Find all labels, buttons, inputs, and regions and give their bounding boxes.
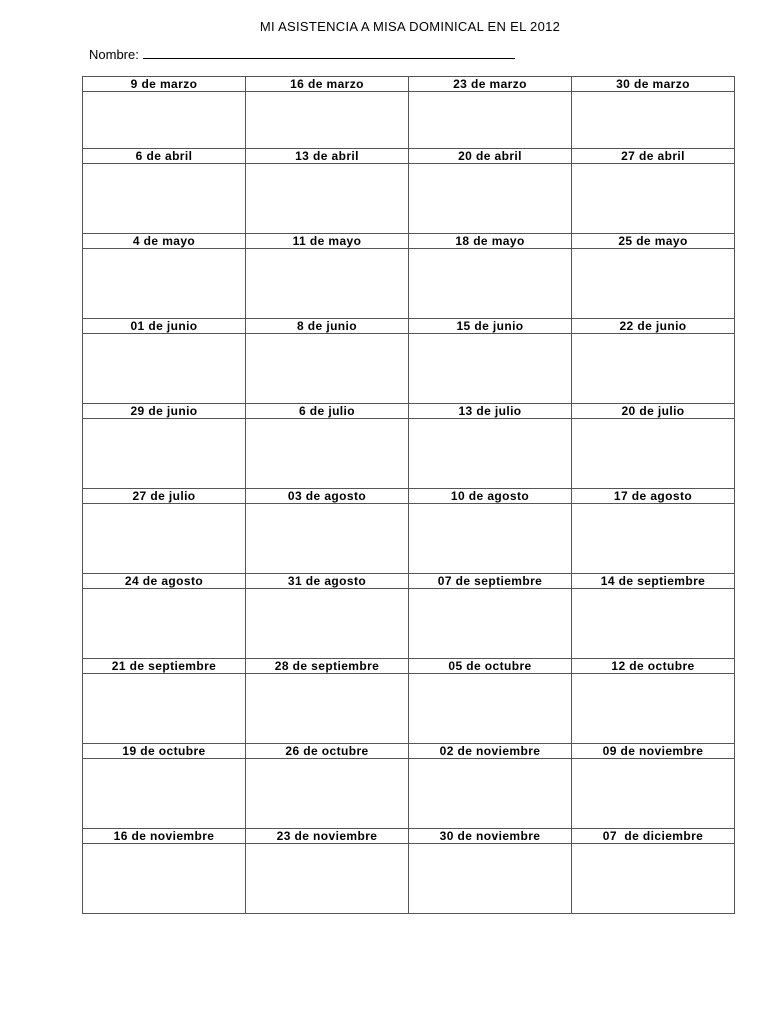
attendance-box[interactable] bbox=[83, 334, 246, 404]
name-blank-line[interactable] bbox=[143, 48, 515, 59]
date-header-row bbox=[83, 574, 735, 589]
attendance-box[interactable] bbox=[409, 92, 572, 149]
date-label: 28 de septiembre bbox=[246, 659, 409, 674]
date-label: 20 de julio bbox=[572, 404, 735, 419]
attendance-box-row bbox=[83, 674, 735, 744]
attendance-box[interactable] bbox=[83, 249, 246, 319]
attendance-box[interactable] bbox=[83, 759, 246, 829]
attendance-box[interactable] bbox=[246, 249, 409, 319]
date-label: 18 de mayo bbox=[409, 234, 572, 249]
date-label: 27 de julio bbox=[83, 489, 246, 504]
date-header-row bbox=[83, 234, 735, 249]
date-header-row bbox=[83, 744, 735, 759]
date-header-row bbox=[83, 404, 735, 419]
attendance-box[interactable] bbox=[246, 164, 409, 234]
date-header-row bbox=[83, 659, 735, 674]
attendance-box[interactable] bbox=[246, 674, 409, 744]
attendance-box[interactable] bbox=[572, 759, 735, 829]
date-header-row bbox=[83, 319, 735, 334]
attendance-box-row bbox=[83, 589, 735, 659]
attendance-box[interactable] bbox=[572, 334, 735, 404]
attendance-box[interactable] bbox=[572, 164, 735, 234]
date-label: 09 de noviembre bbox=[572, 744, 735, 759]
date-label: 30 de marzo bbox=[572, 77, 735, 92]
attendance-box[interactable] bbox=[409, 419, 572, 489]
attendance-box-row bbox=[83, 759, 735, 829]
date-label: 01 de junio bbox=[83, 319, 246, 334]
date-label: 03 de agosto bbox=[246, 489, 409, 504]
date-label: 20 de abril bbox=[409, 149, 572, 164]
date-label: 07 de diciembre bbox=[572, 829, 735, 844]
attendance-box[interactable] bbox=[572, 589, 735, 659]
date-header-row bbox=[83, 77, 735, 92]
date-label: 14 de septiembre bbox=[572, 574, 735, 589]
attendance-box[interactable] bbox=[246, 419, 409, 489]
attendance-box-row bbox=[83, 92, 735, 149]
attendance-box[interactable] bbox=[572, 92, 735, 149]
attendance-box[interactable] bbox=[246, 92, 409, 149]
date-label: 24 de agosto bbox=[83, 574, 246, 589]
attendance-box-row bbox=[83, 164, 735, 234]
attendance-box[interactable] bbox=[246, 759, 409, 829]
date-label: 13 de julio bbox=[409, 404, 572, 419]
attendance-box[interactable] bbox=[409, 334, 572, 404]
date-label: 29 de junio bbox=[83, 404, 246, 419]
date-label: 13 de abril bbox=[246, 149, 409, 164]
name-label: Nombre: bbox=[89, 47, 139, 62]
attendance-box[interactable] bbox=[246, 589, 409, 659]
attendance-box[interactable] bbox=[246, 504, 409, 574]
attendance-box[interactable] bbox=[409, 589, 572, 659]
attendance-box[interactable] bbox=[246, 844, 409, 914]
date-label: 15 de junio bbox=[409, 319, 572, 334]
attendance-box-row bbox=[83, 844, 735, 914]
date-label: 16 de noviembre bbox=[83, 829, 246, 844]
date-label: 4 de mayo bbox=[83, 234, 246, 249]
date-label: 26 de octubre bbox=[246, 744, 409, 759]
date-label: 25 de mayo bbox=[572, 234, 735, 249]
attendance-box[interactable] bbox=[572, 419, 735, 489]
date-label: 19 de octubre bbox=[83, 744, 246, 759]
date-label: 30 de noviembre bbox=[409, 829, 572, 844]
date-label: 8 de junio bbox=[246, 319, 409, 334]
date-label: 17 de agosto bbox=[572, 489, 735, 504]
date-label: 02 de noviembre bbox=[409, 744, 572, 759]
date-label: 6 de julio bbox=[246, 404, 409, 419]
date-label: 9 de marzo bbox=[83, 77, 246, 92]
attendance-box[interactable] bbox=[572, 504, 735, 574]
date-header-row bbox=[83, 829, 735, 844]
attendance-box[interactable] bbox=[83, 589, 246, 659]
date-label: 10 de agosto bbox=[409, 489, 572, 504]
attendance-box[interactable] bbox=[572, 844, 735, 914]
date-label: 23 de noviembre bbox=[246, 829, 409, 844]
date-label: 22 de junio bbox=[572, 319, 735, 334]
date-label: 23 de marzo bbox=[409, 77, 572, 92]
attendance-box[interactable] bbox=[83, 504, 246, 574]
attendance-box[interactable] bbox=[83, 674, 246, 744]
attendance-box[interactable] bbox=[409, 164, 572, 234]
attendance-box-row bbox=[83, 249, 735, 319]
date-label: 05 de octubre bbox=[409, 659, 572, 674]
name-field bbox=[89, 47, 515, 62]
date-label: 21 de septiembre bbox=[83, 659, 246, 674]
attendance-box[interactable] bbox=[83, 92, 246, 149]
attendance-calendar bbox=[82, 76, 735, 914]
attendance-box[interactable] bbox=[409, 844, 572, 914]
date-label: 07 de septiembre bbox=[409, 574, 572, 589]
attendance-box-row bbox=[83, 334, 735, 404]
attendance-box[interactable] bbox=[572, 674, 735, 744]
date-label: 16 de marzo bbox=[246, 77, 409, 92]
date-header-row bbox=[83, 149, 735, 164]
date-label: 31 de agosto bbox=[246, 574, 409, 589]
date-label: 27 de abril bbox=[572, 149, 735, 164]
attendance-box[interactable] bbox=[83, 844, 246, 914]
attendance-box[interactable] bbox=[409, 674, 572, 744]
attendance-box[interactable] bbox=[409, 504, 572, 574]
attendance-box[interactable] bbox=[246, 334, 409, 404]
date-label: 11 de mayo bbox=[246, 234, 409, 249]
attendance-box[interactable] bbox=[572, 249, 735, 319]
attendance-box-row bbox=[83, 504, 735, 574]
date-label: 6 de abril bbox=[83, 149, 246, 164]
date-header-row bbox=[83, 489, 735, 504]
date-label: 12 de octubre bbox=[572, 659, 735, 674]
attendance-box[interactable] bbox=[83, 419, 246, 489]
document-title: MI ASISTENCIA A MISA DOMINICAL EN EL 2012 bbox=[259, 19, 561, 34]
attendance-box[interactable] bbox=[409, 759, 572, 829]
attendance-box[interactable] bbox=[83, 164, 246, 234]
attendance-box-row bbox=[83, 419, 735, 489]
attendance-box[interactable] bbox=[409, 249, 572, 319]
